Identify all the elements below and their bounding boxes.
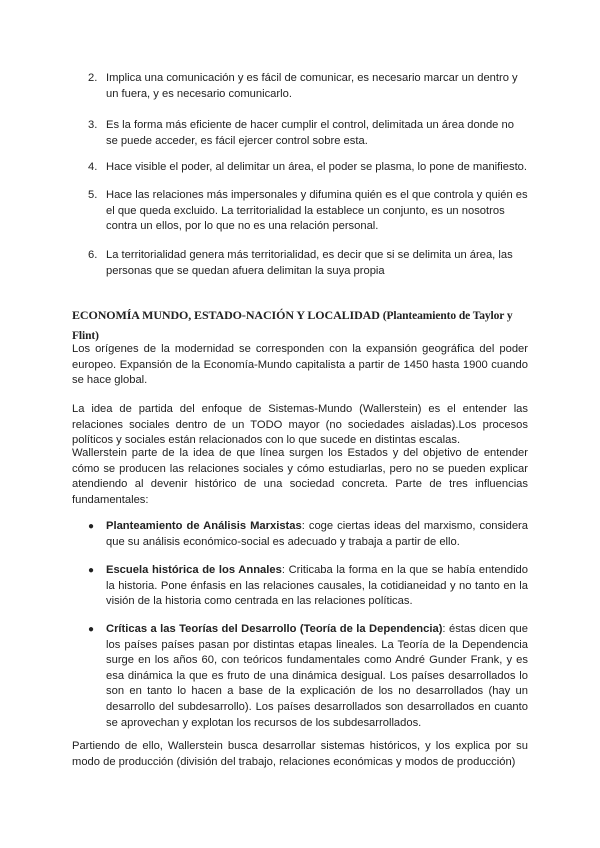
list-item: La territorialidad genera más territorialidad, es decir que si se delimita un área, las personas que se quedan afuera delimitan la suya propia bbox=[106, 249, 513, 277]
paragraph: Partiendo de ello, Wallerstein busca desarrollar sistemas históricos, y los explica por su modo de producción (división del trabajo, relaciones económicas y modos de producción) bbox=[72, 740, 528, 768]
bullet-item-text: : coge ciertas ideas del marxismo, considera que su análisis económico-social es adecuado y trabaja a partir de ello. bbox=[106, 520, 528, 548]
bullet-item-title: Escuela histórica de los Annales bbox=[106, 564, 282, 576]
bullet-icon: ● bbox=[88, 521, 95, 532]
bullet-item bbox=[106, 563, 528, 610]
paragraph: Los orígenes de la modernidad se corresponden con la expansión geográfica del poder europeo. Expansión de la Economía-Mundo capitalista a partir de 1450 hasta 1900 cuando se hace global. bbox=[72, 343, 528, 387]
list-number: 2. bbox=[88, 72, 98, 84]
bullet-item bbox=[106, 622, 528, 731]
bullet-icon: ● bbox=[88, 624, 95, 635]
bullet-item bbox=[106, 519, 528, 550]
list-item: Hace las relaciones más impersonales y difumina quién es el que controla y quién es el que queda excluido. La territorialidad la establece un conjunto, es un nosotros contra un ellos, por lo que no es una relación personal. bbox=[106, 189, 528, 233]
paragraph: La idea de partida del enfoque de Sistemas-Mundo (Wallerstein) es el entender las relaciones sociales dentro de un TODO mayor (no sociedades aisladas).Los procesos políticos y sociales están relacionados con lo que sucede en distintas escalas. bbox=[72, 403, 528, 447]
bullet-item-title: Críticas a las Teorías del Desarrollo (Teoría de la Dependencia) bbox=[106, 623, 443, 635]
list-number: 5. bbox=[88, 189, 98, 201]
paragraph: Wallerstein parte de la idea de que línea surgen los Estados y del objetivo de entender cómo se producen las relaciones sociales y cómo estudiarlas, pero no se pueden explicar atendiendo al devenir histórico de una sociedad concreta. Parte de tres influencias fundamentales: bbox=[72, 447, 528, 506]
section-title-paren: (Planteamiento de Taylor y Flint) bbox=[72, 310, 513, 342]
bullet-item-text: : éstas dicen que los países países pasan por distintas etapas lineales. La Teoría de la Dependencia surge en los años 60, con teóricos fundamentales como André Gunder Frank, y es esa dinámica la que es fruto de una dinámica desigual. Los países desarrollados lo son en tanto lo hacen a base de la explicación de los no desarrollados (hay un desarrollo del subdesarrollo). Los países desarrollados son desarrollados en cuanto se aprovechan y explotan los recursos de los subdesarrollados. bbox=[106, 623, 528, 729]
list-item: Implica una comunicación y es fácil de comunicar, es necesario marcar un dentro y un fuera, y es necesario comunicarlo. bbox=[106, 72, 518, 100]
bullet-item-title: Planteamiento de Análisis Marxistas bbox=[106, 520, 302, 532]
section-heading bbox=[72, 306, 530, 346]
list-item: Hace visible el poder, al delimitar un área, el poder se plasma, lo pone de manifiesto. bbox=[106, 161, 528, 173]
list-item: Es la forma más eficiente de hacer cumplir el control, delimitada un área donde no se puede acceder, es fácil ejercer control sobre esta. bbox=[106, 119, 514, 147]
list-number: 6. bbox=[88, 249, 98, 261]
list-number: 3. bbox=[88, 119, 98, 131]
section-title: ECONOMÍA MUNDO, ESTADO-NACIÓN Y LOCALIDAD bbox=[72, 308, 380, 322]
bullet-item-text: : Criticaba la forma en la que se había entendido la historia. Pone énfasis en las relaciones causales, la cotidianeidad y no tanto en la visión de la historia como centrada en las relaciones políticas. bbox=[106, 564, 528, 608]
bullet-icon: ● bbox=[88, 565, 95, 576]
list-number: 4. bbox=[88, 161, 98, 173]
